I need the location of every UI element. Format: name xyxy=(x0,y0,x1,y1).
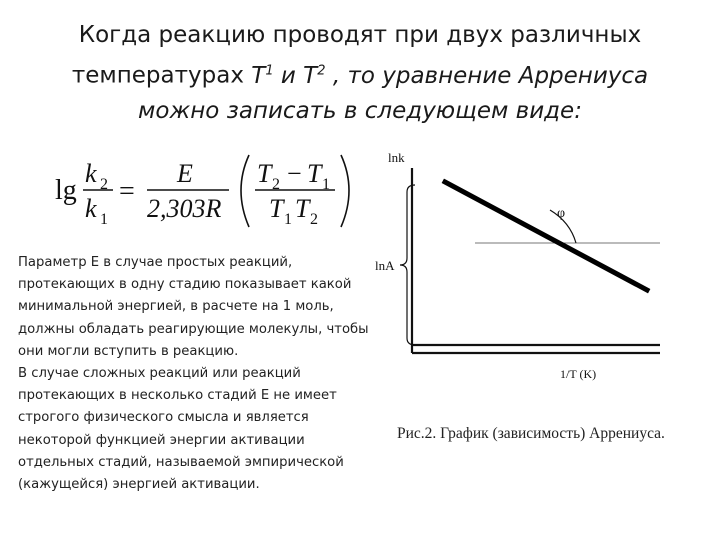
formula-num-t2-sub: 2 xyxy=(272,176,280,193)
intercept-label: lnA xyxy=(375,258,395,273)
title-text: , то уравнение Аррениуса xyxy=(325,62,649,89)
formula-num-t2: T xyxy=(257,159,272,188)
y-axis-label: lnk xyxy=(388,150,405,165)
paragraph-simple-reactions: Параметр Е в случае простых реакций, протекающих в одну стадию показывает какой минимальной энергией, в расчете на 1 моль, должны обладать реагирующие молекулы, чтобы они могли вступить в реакцию. xyxy=(18,255,369,359)
x-axis-label: 1/T (K) xyxy=(560,367,597,381)
body-text xyxy=(18,252,370,496)
title-text: температурах xyxy=(71,62,252,89)
formula-den-t2: T xyxy=(295,194,310,223)
formula-minus: − xyxy=(287,159,302,188)
formula-den-t1-sub: 1 xyxy=(284,211,292,228)
angle-label: φ xyxy=(557,206,566,221)
left-paren xyxy=(241,155,249,227)
paragraph-complex-reactions: В случае сложных реакций или реакций протекающих в несколько стадий Е не имеет строгого физического смысла и является некоторой функцией энергии активации отдельных стадий, называемой эмпирической (кажущейся) энергией активации. xyxy=(18,366,344,493)
right-paren xyxy=(341,155,349,227)
formula-k1: k xyxy=(85,194,97,223)
formula-num-t1: T xyxy=(307,159,322,188)
t1-superscript: 1 xyxy=(265,63,274,78)
formula-k2-sub: 2 xyxy=(100,176,108,193)
formula-den-t2-sub: 2 xyxy=(310,211,318,228)
formula-k1-sub: 1 xyxy=(100,211,108,228)
arrhenius-graph xyxy=(370,140,715,445)
formula-lg: lg xyxy=(55,175,77,206)
title-line-2 xyxy=(40,53,680,94)
t-symbol: T xyxy=(251,62,266,89)
formula-k2: k xyxy=(85,159,97,188)
t2-superscript: 2 xyxy=(317,63,326,78)
title-line-3: можно записать в следующем виде: xyxy=(138,97,582,124)
formula-equals: = xyxy=(119,176,135,207)
t-symbol: T xyxy=(303,62,318,89)
figure-caption: Рис.2. График (зависимость) Аррениуса. xyxy=(397,425,665,442)
slide-title xyxy=(40,18,680,129)
formula-num-t1-sub: 1 xyxy=(322,176,330,193)
formula-denominator: 2,303R xyxy=(147,194,222,223)
and-word: и xyxy=(273,62,304,89)
formula-E: E xyxy=(177,159,193,188)
arrhenius-line xyxy=(445,182,647,290)
title-line-1: Когда реакцию проводят при двух различных xyxy=(78,22,642,48)
arrhenius-formula xyxy=(55,145,365,235)
formula-den-t1: T xyxy=(269,194,284,223)
